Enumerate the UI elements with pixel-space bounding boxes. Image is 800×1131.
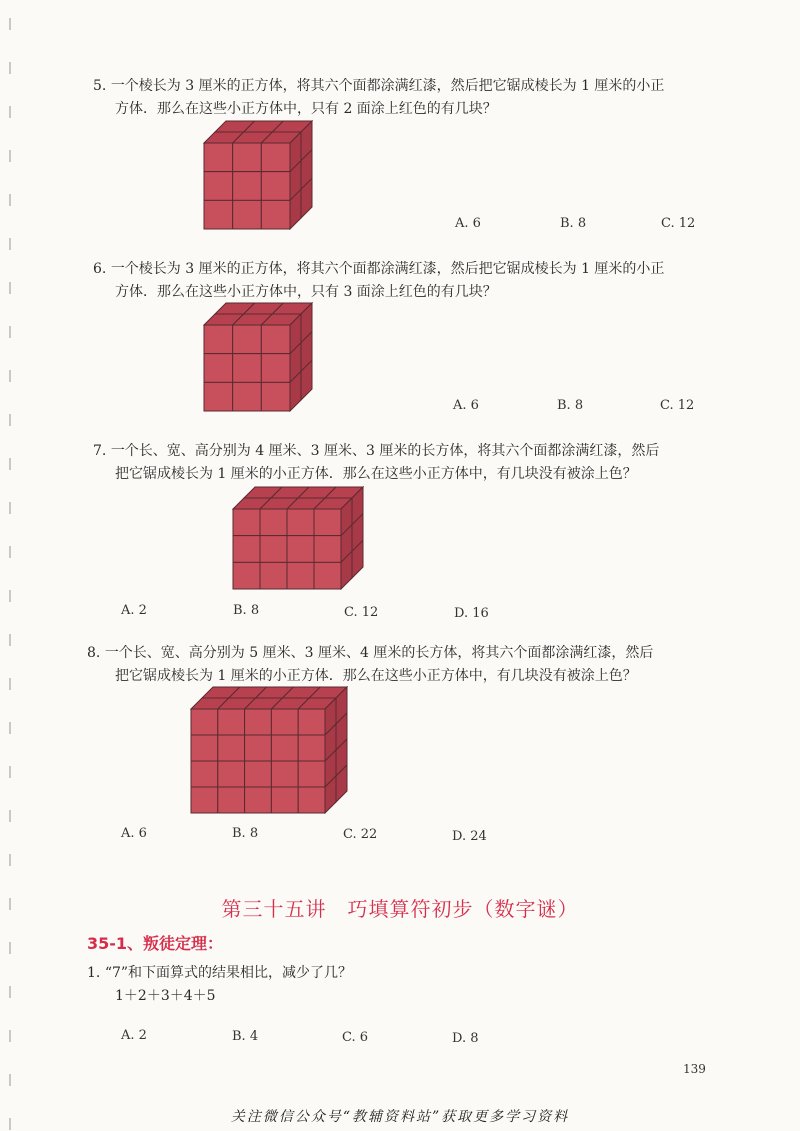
cube-front-cell bbox=[218, 735, 245, 761]
option-b: B. 8 bbox=[560, 216, 587, 231]
cube-front-cell bbox=[314, 536, 341, 563]
cube-front-cell bbox=[287, 509, 314, 536]
cube-front-cell bbox=[191, 709, 218, 735]
question-line-1: 一个棱长为 3 厘米的正方体，将其六个面都涂满红漆，然后把它锯成棱长为 1 厘米的小正 bbox=[110, 261, 665, 277]
question-35-1 bbox=[87, 962, 352, 985]
cube-front-cell bbox=[191, 761, 218, 787]
page-number: 139 bbox=[683, 1062, 706, 1076]
option-b: B. 4 bbox=[232, 1029, 259, 1044]
cube-front-cell bbox=[287, 536, 314, 563]
option-d: D. 16 bbox=[454, 606, 489, 621]
cube-front-cell bbox=[261, 354, 290, 383]
option-c: C. 12 bbox=[660, 398, 695, 413]
question-6 bbox=[93, 258, 664, 281]
question-line-1: 一个长、宽、高分别为 4 厘米、3 厘米、3 厘米的长方体，将其六个面都涂满红漆，然后 bbox=[110, 443, 660, 459]
question-5 bbox=[93, 75, 664, 98]
cube-front-cell bbox=[218, 787, 245, 813]
cube-front-cell bbox=[218, 761, 245, 787]
cube-front-cell bbox=[314, 562, 341, 589]
cube-front-cell bbox=[245, 787, 272, 813]
cube-front-cell bbox=[260, 509, 287, 536]
option-a: A. 6 bbox=[455, 216, 481, 231]
cube-front-cell bbox=[204, 200, 233, 229]
cube-front-cell bbox=[261, 200, 290, 229]
cube-front-cell bbox=[271, 735, 298, 761]
cube-front-cell bbox=[260, 536, 287, 563]
cube-front-cell bbox=[260, 562, 287, 589]
question-8-cube-figure bbox=[190, 686, 348, 814]
question-7 bbox=[93, 440, 659, 463]
option-b: B. 8 bbox=[232, 826, 259, 841]
option-d: D. 8 bbox=[452, 1031, 479, 1046]
question-5-line-2: 方体．那么在这些小正方体中，只有 2 面涂上红色的有几块？ bbox=[115, 101, 497, 117]
cube-front-cell bbox=[204, 325, 233, 354]
question-number: 7. bbox=[93, 443, 107, 459]
cube-front-cell bbox=[233, 382, 262, 411]
cube-front-cell bbox=[271, 709, 298, 735]
question-5-cube-figure bbox=[203, 120, 313, 230]
question-expression: 1＋2＋3＋4＋5 bbox=[115, 988, 216, 1004]
cube-front-cell bbox=[298, 761, 325, 787]
question-7-cube-figure bbox=[232, 486, 364, 590]
question-number: 6. bbox=[93, 261, 107, 277]
cube-front-cell bbox=[218, 709, 245, 735]
cube-front-cell bbox=[233, 536, 260, 563]
option-d: D. 24 bbox=[452, 829, 487, 844]
cube-front-cell bbox=[204, 354, 233, 383]
cube-front-cell bbox=[261, 382, 290, 411]
question-7-line-2: 把它锯成棱长为 1 厘米的小正方体．那么在这些小正方体中，有几块没有被涂上色？ bbox=[115, 466, 637, 482]
cube-front-cell bbox=[204, 143, 233, 172]
question-number: 5. bbox=[93, 78, 107, 94]
cube-front-cell bbox=[245, 709, 272, 735]
cube-front-cell bbox=[314, 509, 341, 536]
question-6-line-2: 方体．那么在这些小正方体中，只有 3 面涂上红色的有几块？ bbox=[115, 284, 497, 300]
option-c: C. 6 bbox=[342, 1030, 369, 1045]
cube-front-cell bbox=[233, 325, 262, 354]
cube-front-cell bbox=[204, 382, 233, 411]
binder-holes bbox=[3, 0, 17, 1131]
cube-front-cell bbox=[233, 354, 262, 383]
cube-front-cell bbox=[287, 562, 314, 589]
option-c: C. 12 bbox=[344, 605, 379, 620]
cube-front-cell bbox=[261, 172, 290, 201]
option-a: A. 6 bbox=[121, 826, 147, 841]
cube-front-cell bbox=[245, 735, 272, 761]
cube-front-cell bbox=[261, 143, 290, 172]
footer-note: 关注微信公众号“教辅资料站”获取更多学习资料 bbox=[230, 1109, 570, 1125]
cube-front-cell bbox=[233, 143, 262, 172]
question-8-line-2: 把它锯成棱长为 1 厘米的小正方体．那么在这些小正方体中，有几块没有被涂上色？ bbox=[115, 668, 637, 684]
section-title: 35-1、叛徒定理： bbox=[87, 934, 224, 953]
option-c: C. 22 bbox=[343, 827, 378, 842]
question-number: 1. bbox=[87, 965, 101, 981]
option-a: A. 2 bbox=[121, 603, 147, 618]
cube-front-cell bbox=[233, 200, 262, 229]
question-line-1: 一个长、宽、高分别为 5 厘米、3 厘米、4 厘米的长方体，将其六个面都涂满红漆，然后 bbox=[104, 645, 654, 661]
question-text: “7”和下面算式的结果相比，减少了几？ bbox=[104, 965, 353, 981]
question-line-1: 一个棱长为 3 厘米的正方体，将其六个面都涂满红漆，然后把它锯成棱长为 1 厘米的小正 bbox=[110, 78, 665, 94]
cube-front-cell bbox=[245, 761, 272, 787]
cube-front-cell bbox=[298, 709, 325, 735]
cube-front-cell bbox=[233, 172, 262, 201]
cube-front-cell bbox=[271, 787, 298, 813]
cube-front-cell bbox=[191, 787, 218, 813]
cube-front-cell bbox=[233, 562, 260, 589]
option-c: C. 12 bbox=[661, 216, 696, 231]
cube-front-cell bbox=[204, 172, 233, 201]
cube-front-cell bbox=[261, 325, 290, 354]
option-a: A. 2 bbox=[121, 1028, 147, 1043]
cube-front-cell bbox=[271, 761, 298, 787]
cube-front-cell bbox=[298, 735, 325, 761]
question-6-cube-figure bbox=[203, 302, 313, 412]
cube-front-cell bbox=[191, 735, 218, 761]
cube-front-cell bbox=[233, 509, 260, 536]
option-a: A. 6 bbox=[453, 398, 479, 413]
question-8 bbox=[87, 642, 653, 665]
lecture-title: 第三十五讲 巧填算符初步（数字谜） bbox=[221, 897, 579, 921]
option-b: B. 8 bbox=[557, 398, 584, 413]
option-b: B. 8 bbox=[233, 603, 260, 618]
cube-front-cell bbox=[298, 787, 325, 813]
question-number: 8. bbox=[87, 645, 101, 661]
